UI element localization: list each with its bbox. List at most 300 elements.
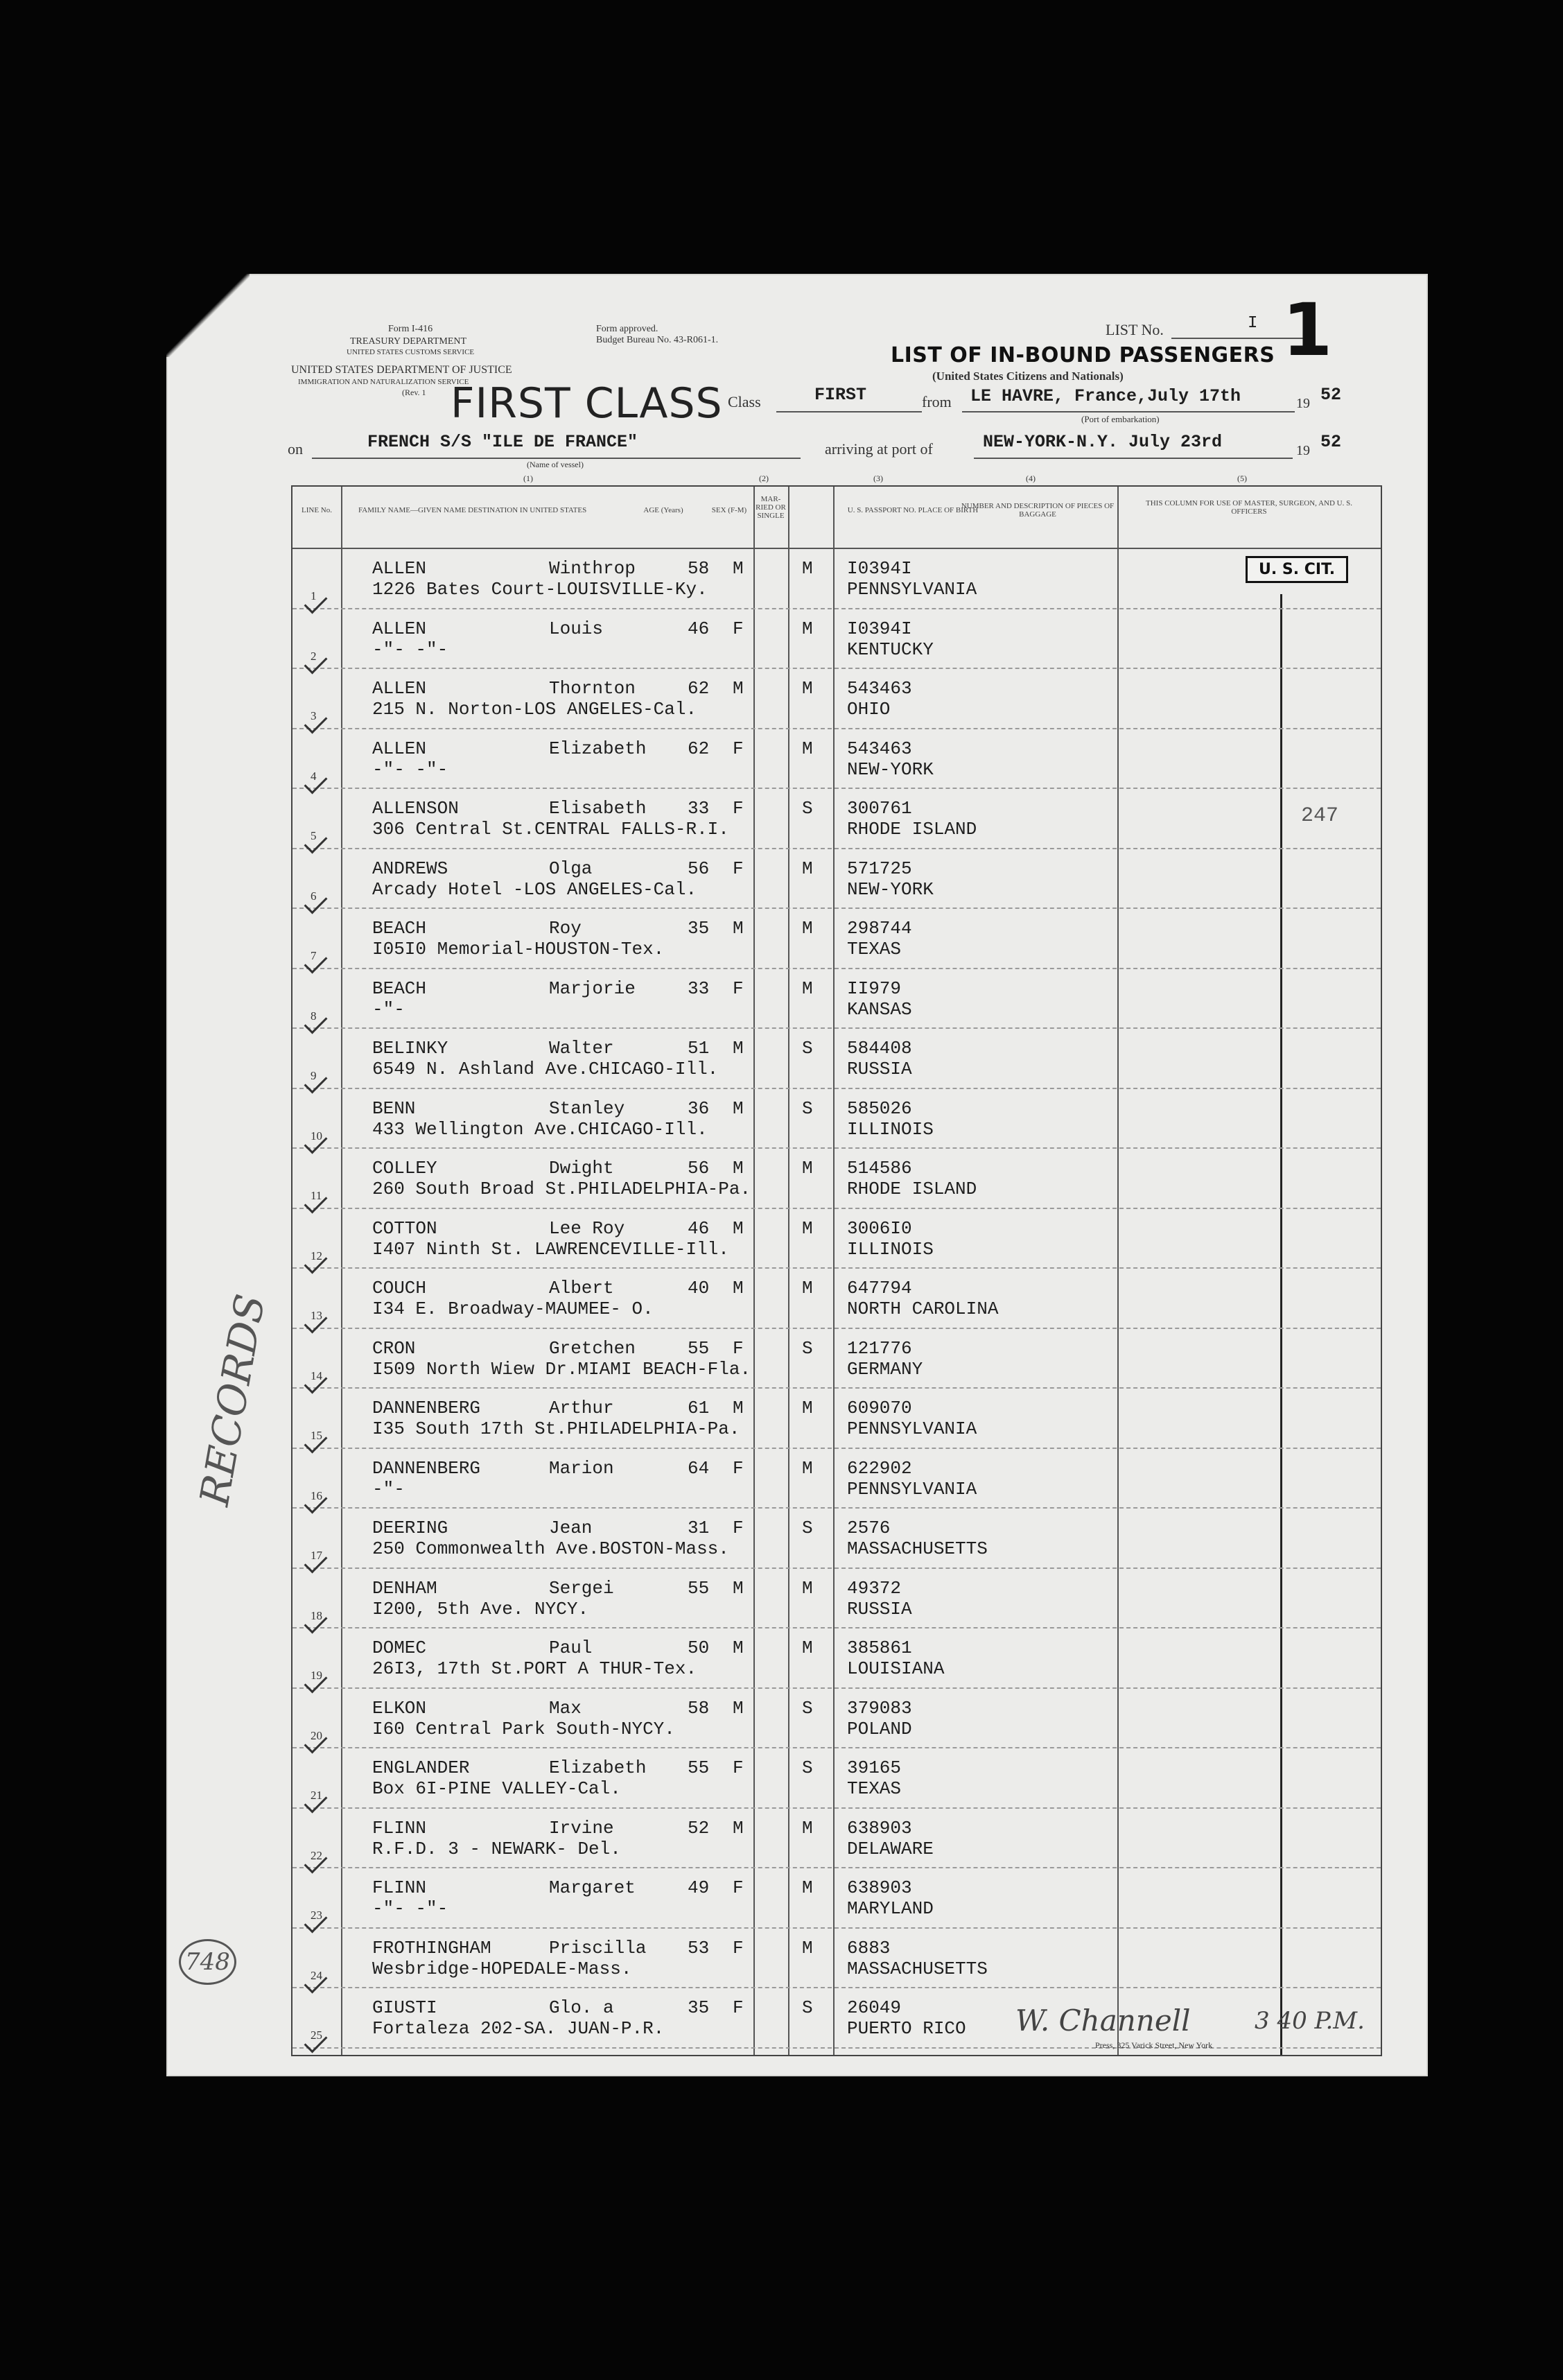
line-number: 9 bbox=[311, 1069, 317, 1082]
place-of-birth: LOUISIANA bbox=[847, 1658, 945, 1679]
marital-status: M bbox=[802, 1817, 813, 1839]
age: 36 bbox=[688, 1097, 710, 1119]
family-name: ALLEN bbox=[372, 738, 427, 759]
given-name: Irvine bbox=[549, 1817, 614, 1839]
place-of-birth: TEXAS bbox=[847, 939, 902, 959]
line-number: 24 bbox=[311, 1968, 322, 1982]
passport-number: I0394I bbox=[847, 618, 912, 639]
passport-number: 6883 bbox=[847, 1937, 891, 1958]
marital-status: S bbox=[802, 1097, 813, 1119]
age: 64 bbox=[688, 1457, 710, 1479]
given-name: Dwight bbox=[549, 1158, 614, 1179]
port-value: NEW-YORK-N.Y. July 23rd bbox=[983, 432, 1223, 452]
sex: F bbox=[733, 1937, 744, 1958]
sex: F bbox=[733, 1997, 744, 2018]
age: 58 bbox=[688, 1697, 710, 1719]
passport-number: 385861 bbox=[847, 1638, 912, 1658]
inspector-signature: W. Channell bbox=[1015, 2004, 1191, 2038]
given-name: Paul bbox=[549, 1638, 593, 1658]
age: 62 bbox=[688, 738, 710, 759]
destination: Box 6I-PINE VALLEY-Cal. bbox=[372, 1778, 621, 1799]
age: 61 bbox=[688, 1398, 710, 1418]
customs-label: UNITED STATES CUSTOMS SERVICE bbox=[347, 348, 475, 356]
col-header-officers: THIS COLUMN FOR USE OF MASTER, SURGEON, AND U. S. OFFICERS bbox=[1146, 499, 1352, 516]
passport-number: 638903 bbox=[847, 1817, 912, 1839]
sex: M bbox=[733, 1817, 744, 1839]
destination: I35 South 17th St.PHILADELPHIA-Pa. bbox=[372, 1418, 740, 1439]
place-of-birth: PUERTO RICO bbox=[847, 2018, 966, 2039]
marital-status: M bbox=[802, 918, 813, 939]
row-separator bbox=[292, 1867, 1381, 1868]
passport-number: 609070 bbox=[847, 1398, 912, 1418]
passport-number: 647794 bbox=[847, 1278, 912, 1298]
passport-number: 543463 bbox=[847, 738, 912, 759]
line-number: 10 bbox=[311, 1129, 322, 1143]
destination: Wesbridge-HOPEDALE-Mass. bbox=[372, 1958, 632, 1979]
destination: -"- -"- bbox=[372, 1898, 448, 1919]
age: 31 bbox=[688, 1518, 710, 1538]
marital-status: M bbox=[802, 1937, 813, 1958]
passport-number: 300761 bbox=[847, 798, 912, 819]
family-name: DENHAM bbox=[372, 1577, 437, 1599]
passport-number: 298744 bbox=[847, 918, 912, 939]
marital-status: M bbox=[802, 618, 813, 639]
destination: 6549 N. Ashland Ave.CHICAGO-Ill. bbox=[372, 1059, 719, 1079]
row-separator bbox=[292, 728, 1381, 729]
place-of-birth: POLAND bbox=[847, 1718, 912, 1739]
given-name: Marjorie bbox=[549, 978, 636, 999]
age: 58 bbox=[688, 558, 710, 579]
sex: F bbox=[733, 798, 744, 819]
destination: R.F.D. 3 - NEWARK- Del. bbox=[372, 1838, 621, 1859]
passport-number: 585026 bbox=[847, 1097, 912, 1119]
line-number: 17 bbox=[311, 1549, 322, 1562]
family-name: ALLEN bbox=[372, 678, 427, 699]
passport-number: 379083 bbox=[847, 1697, 912, 1719]
passenger-table bbox=[291, 485, 1382, 2056]
family-name: DOMEC bbox=[372, 1638, 427, 1658]
given-name: Priscilla bbox=[549, 1937, 647, 1958]
from-year-prefix: 19 bbox=[1296, 396, 1310, 411]
given-name: Glo. a bbox=[549, 1997, 614, 2018]
col-index-3: (3) bbox=[873, 474, 883, 483]
given-name: Sergei bbox=[549, 1577, 614, 1599]
family-name: DANNENBERG bbox=[372, 1457, 481, 1479]
place-of-birth: NEW-YORK bbox=[847, 878, 934, 900]
row-separator bbox=[292, 848, 1381, 849]
sex: M bbox=[733, 1038, 744, 1059]
marital-status: S bbox=[802, 1997, 813, 2018]
line-number: 22 bbox=[311, 1848, 322, 1862]
sex: F bbox=[733, 1337, 744, 1359]
given-name: Louis bbox=[549, 618, 604, 639]
place-of-birth: NORTH CAROLINA bbox=[847, 1298, 999, 1319]
place-of-birth: OHIO bbox=[847, 699, 891, 720]
given-name: Jean bbox=[549, 1518, 593, 1538]
age: 50 bbox=[688, 1638, 710, 1658]
arriving-label: arriving at port of bbox=[825, 440, 933, 458]
treasury-label: TREASURY DEPARTMENT bbox=[350, 336, 467, 347]
family-name: BELINKY bbox=[372, 1038, 448, 1059]
col-header-sex: SEX (F-M) bbox=[711, 506, 747, 514]
family-name: DEERING bbox=[372, 1518, 448, 1538]
place-of-birth: RUSSIA bbox=[847, 1598, 912, 1619]
marital-status: S bbox=[802, 1518, 813, 1538]
vessel-value: FRENCH S/S "ILE DE FRANCE" bbox=[367, 432, 638, 452]
place-of-birth: KENTUCKY bbox=[847, 639, 934, 660]
from-label: from bbox=[922, 393, 952, 410]
age: 55 bbox=[688, 1337, 710, 1359]
list-no-value: I bbox=[1248, 314, 1258, 333]
family-name: BENN bbox=[372, 1097, 416, 1119]
given-name: Margaret bbox=[549, 1877, 636, 1898]
place-of-birth: RUSSIA bbox=[847, 1059, 912, 1079]
sex: M bbox=[733, 1398, 744, 1418]
given-name: Roy bbox=[549, 918, 582, 939]
given-name: Gretchen bbox=[549, 1337, 636, 1359]
age: 35 bbox=[688, 918, 710, 939]
age: 51 bbox=[688, 1038, 710, 1059]
passport-number: 622902 bbox=[847, 1457, 912, 1479]
row-separator bbox=[292, 1208, 1381, 1209]
line-number: 8 bbox=[311, 1009, 317, 1023]
class-label: Class bbox=[728, 393, 761, 410]
col-index-1: (1) bbox=[523, 474, 533, 483]
port-year-prefix: 19 bbox=[1296, 443, 1310, 458]
family-name: ANDREWS bbox=[372, 858, 448, 879]
col-header-line: LINE No. bbox=[302, 506, 332, 514]
line-number: 25 bbox=[311, 2029, 322, 2042]
first-class-stamp: FIRST CLASS bbox=[451, 379, 723, 428]
age: 46 bbox=[688, 1217, 710, 1239]
family-name: FLINN bbox=[372, 1877, 427, 1898]
row-separator bbox=[292, 1567, 1381, 1569]
destination: I05I0 Memorial-HOUSTON-Tex. bbox=[372, 939, 665, 959]
age: 52 bbox=[688, 1817, 710, 1839]
passport-number: 39165 bbox=[847, 1757, 902, 1778]
destination: -"- -"- bbox=[372, 639, 448, 660]
destination: I200, 5th Ave. NYCY. bbox=[372, 1598, 589, 1619]
row-separator bbox=[292, 1747, 1381, 1748]
given-name: Elizabeth bbox=[549, 1757, 647, 1778]
place-of-birth: ILLINOIS bbox=[847, 1118, 934, 1140]
age: 53 bbox=[688, 1937, 710, 1958]
passport-number: 638903 bbox=[847, 1877, 912, 1898]
passport-number: 3006I0 bbox=[847, 1217, 912, 1239]
age: 62 bbox=[688, 678, 710, 699]
marital-status: S bbox=[802, 1757, 813, 1778]
marital-status: M bbox=[802, 1158, 813, 1179]
line-number: 23 bbox=[311, 1909, 322, 1922]
place-of-birth: KANSAS bbox=[847, 998, 912, 1020]
destination: Arcady Hotel -LOS ANGELES-Cal. bbox=[372, 878, 697, 900]
row-separator bbox=[292, 1387, 1381, 1389]
family-name: CRON bbox=[372, 1337, 416, 1359]
age: 35 bbox=[688, 1997, 710, 2018]
age: 56 bbox=[688, 858, 710, 879]
sex: F bbox=[733, 738, 744, 759]
row-separator bbox=[292, 788, 1381, 789]
vessel-note: (Name of vessel) bbox=[527, 460, 584, 469]
given-name: Stanley bbox=[549, 1097, 625, 1119]
family-name: ALLENSON bbox=[372, 798, 459, 819]
family-name: GIUSTI bbox=[372, 1997, 437, 2018]
port-year: 52 bbox=[1320, 432, 1342, 452]
place-of-birth: MARYLAND bbox=[847, 1898, 934, 1919]
row-separator bbox=[292, 1807, 1381, 1809]
list-big-number: 1 bbox=[1282, 288, 1333, 372]
age: 33 bbox=[688, 978, 710, 999]
sex: M bbox=[733, 1638, 744, 1658]
line-number: 12 bbox=[311, 1249, 322, 1262]
embark-note: (Port of embarkation) bbox=[1081, 414, 1160, 424]
row-separator bbox=[292, 668, 1381, 669]
sex: F bbox=[733, 1757, 744, 1778]
marital-status: M bbox=[802, 1877, 813, 1898]
from-year: 52 bbox=[1320, 385, 1342, 405]
marital-status: M bbox=[802, 1398, 813, 1418]
marital-status: M bbox=[802, 978, 813, 999]
line-number: 15 bbox=[311, 1429, 322, 1442]
manifest-page bbox=[166, 274, 1428, 2076]
place-of-birth: RHODE ISLAND bbox=[847, 1179, 977, 1199]
place-of-birth: ILLINOIS bbox=[847, 1238, 934, 1260]
passport-number: 121776 bbox=[847, 1337, 912, 1359]
sex: F bbox=[733, 1518, 744, 1538]
from-value: LE HAVRE, France,July 17th bbox=[970, 386, 1241, 406]
given-name: Lee Roy bbox=[549, 1217, 625, 1239]
col-index-5: (5) bbox=[1237, 474, 1247, 483]
marital-status: M bbox=[802, 558, 813, 579]
marital-status: S bbox=[802, 1038, 813, 1059]
destination: 433 Wellington Ave.CHICAGO-Ill. bbox=[372, 1118, 708, 1140]
passport-number: I0394I bbox=[847, 558, 912, 579]
form-number: Form I-416 bbox=[388, 324, 433, 334]
marital-status: M bbox=[802, 858, 813, 879]
place-of-birth: MASSACHUSETTS bbox=[847, 1538, 988, 1559]
ins-label: IMMIGRATION AND NATURALIZATION SERVICE bbox=[298, 378, 469, 386]
destination: 1226 Bates Court-LOUISVILLE-Ky. bbox=[372, 579, 708, 600]
passport-number: II979 bbox=[847, 978, 902, 999]
line-number: 7 bbox=[311, 949, 317, 962]
given-name: Elizabeth bbox=[549, 738, 647, 759]
passport-number: 514586 bbox=[847, 1158, 912, 1179]
destination: 215 N. Norton-LOS ANGELES-Cal. bbox=[372, 699, 697, 720]
place-of-birth: PENNSYLVANIA bbox=[847, 1478, 977, 1500]
destination: -"- bbox=[372, 998, 405, 1020]
passport-number: 543463 bbox=[847, 678, 912, 699]
family-name: ALLEN bbox=[372, 558, 427, 579]
line-number: 16 bbox=[311, 1488, 322, 1502]
line-number: 13 bbox=[311, 1309, 322, 1322]
line-number: 21 bbox=[311, 1789, 322, 1802]
sex: M bbox=[733, 1097, 744, 1119]
passport-number: 584408 bbox=[847, 1038, 912, 1059]
place-of-birth: TEXAS bbox=[847, 1778, 902, 1799]
passport-number: 49372 bbox=[847, 1577, 902, 1599]
circled-number: 748 bbox=[179, 1939, 236, 1985]
marital-status: M bbox=[802, 1457, 813, 1479]
col-header-age: AGE (Years) bbox=[643, 506, 683, 514]
budget-bureau: Budget Bureau No. 43-R061-1. bbox=[596, 335, 719, 345]
marital-status: S bbox=[802, 798, 813, 819]
sex: M bbox=[733, 1577, 744, 1599]
destination: I509 North Wiew Dr.MIAMI BEACH-Fla. bbox=[372, 1358, 751, 1380]
destination: 306 Central St.CENTRAL FALLS-R.I. bbox=[372, 819, 729, 840]
family-name: BEACH bbox=[372, 978, 427, 999]
marital-status: S bbox=[802, 1337, 813, 1359]
given-name: Walter bbox=[549, 1038, 614, 1059]
col-index-4: (4) bbox=[1026, 474, 1036, 483]
marital-status: M bbox=[802, 678, 813, 699]
line-number: 2 bbox=[311, 649, 317, 663]
records-handwriting: RECORDS bbox=[191, 1290, 274, 1509]
family-name: COLLEY bbox=[372, 1158, 437, 1179]
officer-note: 247 bbox=[1301, 804, 1339, 828]
marital-status: M bbox=[802, 1638, 813, 1658]
form-subtitle: (United States Citizens and Nationals) bbox=[932, 370, 1124, 383]
destination: 26I3, 17th St.PORT A THUR-Tex. bbox=[372, 1658, 697, 1679]
sex: M bbox=[733, 558, 744, 579]
justice-label: UNITED STATES DEPARTMENT OF JUSTICE bbox=[291, 364, 512, 376]
sex: M bbox=[733, 1697, 744, 1719]
sex: M bbox=[733, 1217, 744, 1239]
row-separator bbox=[292, 1147, 1381, 1149]
family-name: COUCH bbox=[372, 1278, 427, 1298]
marital-status: S bbox=[802, 1697, 813, 1719]
row-separator bbox=[292, 1267, 1381, 1269]
col-index-2: (2) bbox=[759, 474, 769, 483]
col-header-name: FAMILY NAME—GIVEN NAME DESTINATION IN UNITED STATES bbox=[358, 506, 587, 514]
line-number: 11 bbox=[311, 1189, 322, 1202]
col-header-passport: U. S. PASSPORT NO. PLACE OF BIRTH bbox=[847, 506, 979, 514]
passport-number: 26049 bbox=[847, 1997, 902, 2018]
form-approved: Form approved. bbox=[596, 324, 658, 334]
line-number: 3 bbox=[311, 709, 317, 722]
row-separator bbox=[292, 1328, 1381, 1329]
place-of-birth: PENNSYLVANIA bbox=[847, 579, 977, 600]
given-name: Olga bbox=[549, 858, 593, 879]
place-of-birth: GERMANY bbox=[847, 1358, 923, 1380]
arrival-time: 3 40 P.M. bbox=[1255, 2007, 1365, 2035]
destination: I34 E. Broadway-MAUMEE- O. bbox=[372, 1298, 654, 1319]
row-separator bbox=[292, 1627, 1381, 1628]
sex: M bbox=[733, 1278, 744, 1298]
line-number: 18 bbox=[311, 1608, 322, 1622]
class-value: FIRST bbox=[814, 385, 867, 405]
age: 56 bbox=[688, 1158, 710, 1179]
family-name: FROTHINGHAM bbox=[372, 1937, 491, 1958]
destination: 250 Commonwealth Ave.BOSTON-Mass. bbox=[372, 1538, 729, 1559]
given-name: Albert bbox=[549, 1278, 614, 1298]
place-of-birth: MASSACHUSETTS bbox=[847, 1958, 988, 1979]
sex: M bbox=[733, 1158, 744, 1179]
given-name: Winthrop bbox=[549, 558, 636, 579]
sex: M bbox=[733, 918, 744, 939]
sex: F bbox=[733, 1457, 744, 1479]
place-of-birth: RHODE ISLAND bbox=[847, 819, 977, 840]
sex: F bbox=[733, 978, 744, 999]
line-number: 14 bbox=[311, 1369, 322, 1382]
line-number: 4 bbox=[311, 769, 317, 783]
passport-number: 571725 bbox=[847, 858, 912, 879]
destination: 260 South Broad St.PHILADELPHIA-Pa. bbox=[372, 1179, 751, 1199]
row-separator bbox=[292, 1027, 1381, 1029]
passport-number: 2576 bbox=[847, 1518, 891, 1538]
sex: M bbox=[733, 678, 744, 699]
age: 55 bbox=[688, 1577, 710, 1599]
family-name: DANNENBERG bbox=[372, 1398, 481, 1418]
line-number: 20 bbox=[311, 1728, 322, 1742]
given-name: Max bbox=[549, 1697, 582, 1719]
col-header-baggage: NUMBER AND DESCRIPTION OF PIECES OF BAGGAGE bbox=[961, 502, 1115, 519]
place-of-birth: DELAWARE bbox=[847, 1838, 934, 1859]
age: 49 bbox=[688, 1877, 710, 1898]
on-label: on bbox=[288, 440, 303, 458]
sex: F bbox=[733, 858, 744, 879]
torn-corner bbox=[166, 274, 250, 357]
line-number: 5 bbox=[311, 829, 317, 842]
row-separator bbox=[292, 2047, 1381, 2049]
family-name: BEACH bbox=[372, 918, 427, 939]
destination: Fortaleza 202-SA. JUAN-P.R. bbox=[372, 2018, 665, 2039]
age: 33 bbox=[688, 798, 710, 819]
line-number: 19 bbox=[311, 1669, 322, 1682]
line-number: 6 bbox=[311, 889, 317, 903]
printer-imprint: Press, 325 Varick Street, New York bbox=[1095, 2040, 1213, 2050]
destination: I407 Ninth St. LAWRENCEVILLE-Ill. bbox=[372, 1238, 729, 1260]
sex: F bbox=[733, 1877, 744, 1898]
row-separator bbox=[292, 1448, 1381, 1449]
row-separator bbox=[292, 1687, 1381, 1689]
list-no-label: LIST No. bbox=[1106, 321, 1164, 338]
age: 46 bbox=[688, 618, 710, 639]
marital-status: M bbox=[802, 1217, 813, 1239]
row-separator bbox=[292, 608, 1381, 609]
row-separator bbox=[292, 1927, 1381, 1929]
family-name: COTTON bbox=[372, 1217, 437, 1239]
col-header-married: MAR-RIED OR SINGLE bbox=[756, 495, 786, 520]
line-number: 1 bbox=[311, 589, 317, 602]
row-separator bbox=[292, 1088, 1381, 1089]
age: 40 bbox=[688, 1278, 710, 1298]
given-name: Marion bbox=[549, 1457, 614, 1479]
marital-status: M bbox=[802, 738, 813, 759]
marital-status: M bbox=[802, 1278, 813, 1298]
destination: -"- -"- bbox=[372, 758, 448, 780]
place-of-birth: NEW-YORK bbox=[847, 758, 934, 780]
given-name: Arthur bbox=[549, 1398, 614, 1418]
given-name: Thornton bbox=[549, 678, 636, 699]
given-name: Elisabeth bbox=[549, 798, 647, 819]
row-separator bbox=[292, 968, 1381, 969]
family-name: ELKON bbox=[372, 1697, 427, 1719]
row-separator bbox=[292, 1987, 1381, 1988]
form-title: LIST OF IN-BOUND PASSENGERS bbox=[891, 343, 1275, 367]
place-of-birth: PENNSYLVANIA bbox=[847, 1418, 977, 1439]
sex: F bbox=[733, 618, 744, 639]
row-separator bbox=[292, 907, 1381, 909]
family-name: ALLEN bbox=[372, 618, 427, 639]
us-citizen-stamp: U. S. CIT. bbox=[1246, 556, 1348, 583]
row-separator bbox=[292, 1507, 1381, 1509]
destination: -"- bbox=[372, 1478, 405, 1500]
destination: I60 Central Park South-NYCY. bbox=[372, 1718, 675, 1739]
marital-status: M bbox=[802, 1577, 813, 1599]
family-name: ENGLANDER bbox=[372, 1757, 470, 1778]
family-name: FLINN bbox=[372, 1817, 427, 1839]
revision-label: (Rev. 1 bbox=[402, 388, 426, 397]
